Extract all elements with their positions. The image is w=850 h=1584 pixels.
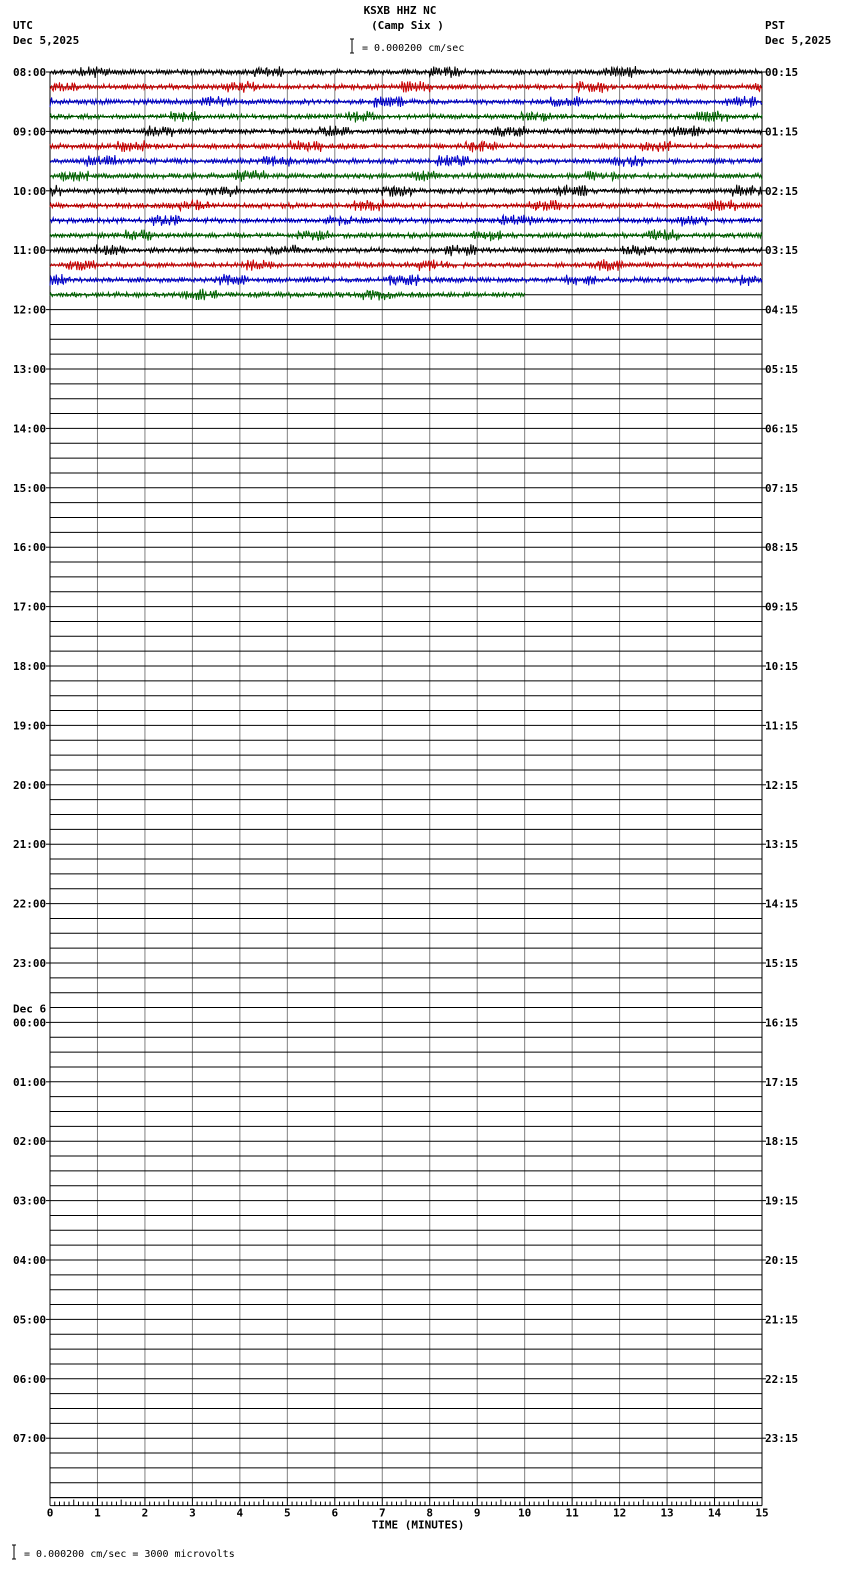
x-tick-label: 14 — [707, 1506, 722, 1520]
trace-row-11 — [50, 229, 762, 241]
utc-hour-label: 00:00 — [13, 1016, 47, 1030]
scale-bar-icon — [350, 39, 354, 53]
pst-hour-label: 04:15 — [765, 303, 799, 317]
utc-hour-label: 15:00 — [13, 481, 47, 495]
utc-hour-label: 03:00 — [13, 1194, 47, 1208]
footer-scale-note: = 0.000200 cm/sec = 3000 microvolts — [24, 1549, 235, 1560]
pst-hour-label: 00:15 — [765, 66, 799, 79]
utc-tz-label: UTC — [13, 19, 33, 32]
scale-note: = 0.000200 cm/sec — [362, 43, 465, 54]
x-tick-label: 12 — [612, 1506, 627, 1520]
trace-row-0 — [50, 66, 762, 78]
utc-hour-label: 06:00 — [13, 1372, 47, 1386]
utc-hour-label: 23:00 — [13, 957, 47, 970]
utc-hour-label: 07:00 — [13, 1432, 47, 1446]
pst-hour-label: 05:15 — [765, 363, 799, 376]
pst-hour-label: 18:15 — [765, 1135, 799, 1149]
pst-hour-label: 01:15 — [765, 125, 799, 139]
pst-hour-label: 10:15 — [765, 660, 799, 673]
utc-hour-label: 14:00 — [13, 422, 47, 436]
utc-hour-label: 09:00 — [13, 125, 47, 139]
x-tick-label: 11 — [565, 1506, 579, 1520]
x-tick-label: 2 — [141, 1506, 149, 1520]
utc-hour-label: 04:00 — [13, 1254, 47, 1267]
x-tick-label: 0 — [46, 1506, 54, 1520]
pst-tz-label: PST — [765, 19, 785, 32]
utc-hour-label: 10:00 — [13, 184, 47, 198]
utc-hour-label: 13:00 — [13, 363, 47, 376]
x-tick-label: 6 — [331, 1506, 339, 1520]
utc-hour-label: 20:00 — [13, 778, 47, 792]
site-subtitle: (Camp Six ) — [371, 19, 444, 32]
x-tick-label: 4 — [236, 1506, 244, 1520]
x-tick-label: 1 — [94, 1506, 101, 1520]
utc-hour-label: 02:00 — [13, 1135, 47, 1149]
x-axis-title: TIME (MINUTES) — [371, 1518, 465, 1532]
utc-hour-label: 18:00 — [13, 660, 47, 673]
trace-row-7 — [50, 170, 762, 182]
trace-row-4 — [50, 126, 762, 138]
utc-hour-label: 05:00 — [13, 1313, 47, 1327]
utc-hour-label: 11:00 — [13, 244, 47, 258]
utc-hour-label: 16:00 — [13, 541, 47, 555]
utc-day-change-label: Dec 6 — [13, 1002, 47, 1016]
utc-hour-label: 19:00 — [13, 719, 47, 733]
pst-hour-label: 16:15 — [765, 1016, 799, 1030]
utc-date-label: Dec 5,2025 — [13, 34, 80, 47]
pst-hour-label: 08:15 — [765, 541, 799, 555]
utc-hour-label: 12:00 — [13, 303, 47, 317]
pst-hour-label: 09:15 — [765, 600, 799, 614]
pst-hour-label: 20:15 — [765, 1254, 799, 1267]
utc-hour-label: 08:00 — [13, 66, 47, 79]
utc-hour-label: 01:00 — [13, 1075, 47, 1089]
pst-hour-label: 15:15 — [765, 957, 799, 970]
pst-hour-label: 07:15 — [765, 481, 799, 495]
pst-hour-label: 11:15 — [765, 719, 799, 733]
pst-hour-label: 19:15 — [765, 1194, 799, 1208]
x-tick-label: 10 — [518, 1506, 532, 1520]
pst-hour-label: 23:15 — [765, 1432, 799, 1446]
utc-hour-label: 17:00 — [13, 600, 47, 614]
trace-row-13 — [50, 259, 762, 271]
x-tick-label: 9 — [473, 1506, 481, 1520]
utc-hour-label: 22:00 — [13, 897, 47, 911]
footer-scale-bar-icon — [12, 1545, 16, 1559]
pst-hour-label: 03:15 — [765, 244, 799, 258]
station-title: KSXB HHZ NC — [363, 4, 437, 17]
utc-hour-label: 21:00 — [13, 838, 47, 852]
pst-hour-label: 21:15 — [765, 1313, 799, 1327]
pst-hour-label: 22:15 — [765, 1372, 799, 1386]
pst-date-label: Dec 5,2025 — [765, 34, 832, 47]
x-tick-label: 15 — [755, 1506, 769, 1520]
pst-hour-label: 02:15 — [765, 184, 799, 198]
pst-hour-label: 17:15 — [765, 1075, 799, 1089]
trace-row-2 — [50, 96, 762, 108]
x-tick-label: 3 — [189, 1506, 196, 1520]
pst-hour-label: 14:15 — [765, 897, 799, 911]
pst-hour-label: 06:15 — [765, 422, 799, 436]
pst-hour-label: 12:15 — [765, 778, 799, 792]
x-tick-label: 5 — [284, 1506, 291, 1520]
x-tick-label: 7 — [378, 1506, 386, 1520]
pst-hour-label: 13:15 — [765, 838, 799, 852]
x-tick-label: 13 — [660, 1506, 674, 1520]
x-tick-label: 8 — [426, 1506, 434, 1520]
